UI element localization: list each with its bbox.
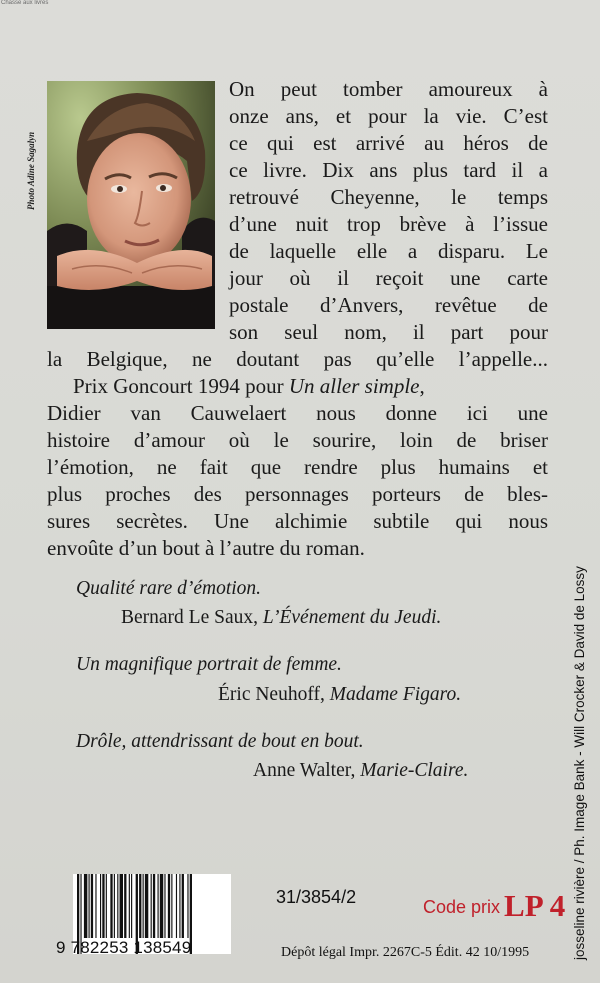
barcode-bar (110, 874, 112, 938)
barcode-bar (117, 874, 118, 938)
barcode-bar (95, 874, 96, 938)
barcode-bar (84, 874, 87, 938)
barcode-bar (171, 874, 172, 938)
press-attribution: Anne Walter, Marie-Claire. (253, 760, 469, 781)
barcode-bar (176, 874, 177, 938)
catalog-reference: 31/3854/2 (276, 887, 357, 907)
blurb-line: ce livre. Dix ans plus tard il a (229, 158, 548, 182)
blurb-line: son seul nom, il part pour (229, 320, 548, 344)
blurb-line: plus proches des personnages porteurs de bles- (47, 482, 548, 506)
barcode-bar (187, 874, 188, 938)
barcode-bar (120, 874, 123, 938)
corner-watermark: Chasse aux livres (1, 0, 49, 6)
book-title-reference: Un aller simple (288, 374, 420, 398)
price-code-value: LP 4 (504, 888, 566, 923)
barcode-bar (153, 874, 155, 938)
price-code-label: Code prix (423, 897, 501, 917)
barcode-bar (145, 874, 148, 938)
barcode-bar (143, 874, 144, 938)
blurb-line: la Belgique, ne doutant pas qu’elle l’appelle... (47, 347, 548, 371)
blurb-line: jour où il reçoit une carte (229, 266, 548, 290)
blurb-line: l’émotion, ne fait que rendre plus humains et (47, 455, 548, 479)
blurb-line: de laquelle elle a disparu. Le (229, 239, 548, 263)
blurb-line: sures secrètes. Une alchimie subtile qui nous (47, 509, 548, 533)
barcode-bar (182, 874, 184, 938)
blurb-line: On peut tomber amoureux à (229, 77, 548, 101)
depot-legal: Dépôt légal Impr. 2267C-5 Édit. 42 10/1995 (281, 945, 530, 960)
blurb-line: histoire d’amour où le sourire, loin de briser (47, 428, 548, 452)
barcode-bar (129, 874, 130, 938)
barcode-bar (139, 874, 141, 938)
barcode-bar (102, 874, 104, 938)
blurb-line: envoûte d’un bout à l’autre du roman. (47, 536, 365, 560)
barcode-bar (100, 874, 101, 938)
isbn-digits: 9 782253 138549 (56, 938, 192, 957)
price-code (423, 885, 565, 921)
photo-credit: Photo Adine Sagalyn (26, 131, 36, 210)
blurb-line: d’une nuit trop brève à l’issue (229, 212, 548, 236)
barcode-bar (114, 874, 115, 938)
barcode-bar (164, 874, 165, 938)
press-attribution: Bernard Le Saux, L’Événement du Jeudi. (121, 607, 442, 628)
author-portrait-image (47, 81, 215, 329)
blurb-line: Didier van Cauwelaert nous donne ici une (47, 401, 548, 425)
barcode-bar (124, 874, 126, 938)
press-quote: Un magnifique portrait de femme. (76, 654, 342, 675)
barcode-bar (160, 874, 163, 938)
press-attribution: Éric Neuhoff, Madame Figaro. (218, 684, 462, 705)
cover-credits: josseline rivière / Ph. Image Bank - Will Crocker & David de Lossy (572, 566, 587, 960)
barcode-bar (151, 874, 152, 938)
barcode-bar (91, 874, 93, 938)
author-photo (47, 81, 215, 329)
barcode-bar (106, 874, 107, 938)
barcode-bar (168, 874, 170, 938)
prix-goncourt-line: Prix Goncourt 1994 pour Un aller simple, (73, 374, 425, 398)
press-quote: Qualité rare d’émotion. (76, 578, 262, 599)
barcode-bar (131, 874, 132, 938)
blurb-line: onze ans, et pour la vie. C’est (229, 104, 548, 128)
blurb-line: ce qui est arrivé au héros de (229, 131, 548, 155)
barcode-bar (179, 874, 180, 938)
blurb-line: retrouvé Cheyenne, le temps (229, 185, 548, 209)
blurb-line: postale d’Anvers, revêtue de (229, 293, 548, 317)
barcode-bar (158, 874, 159, 938)
barcode-bar (89, 874, 90, 938)
press-quote: Drôle, attendrissant de bout en bout. (76, 731, 364, 752)
